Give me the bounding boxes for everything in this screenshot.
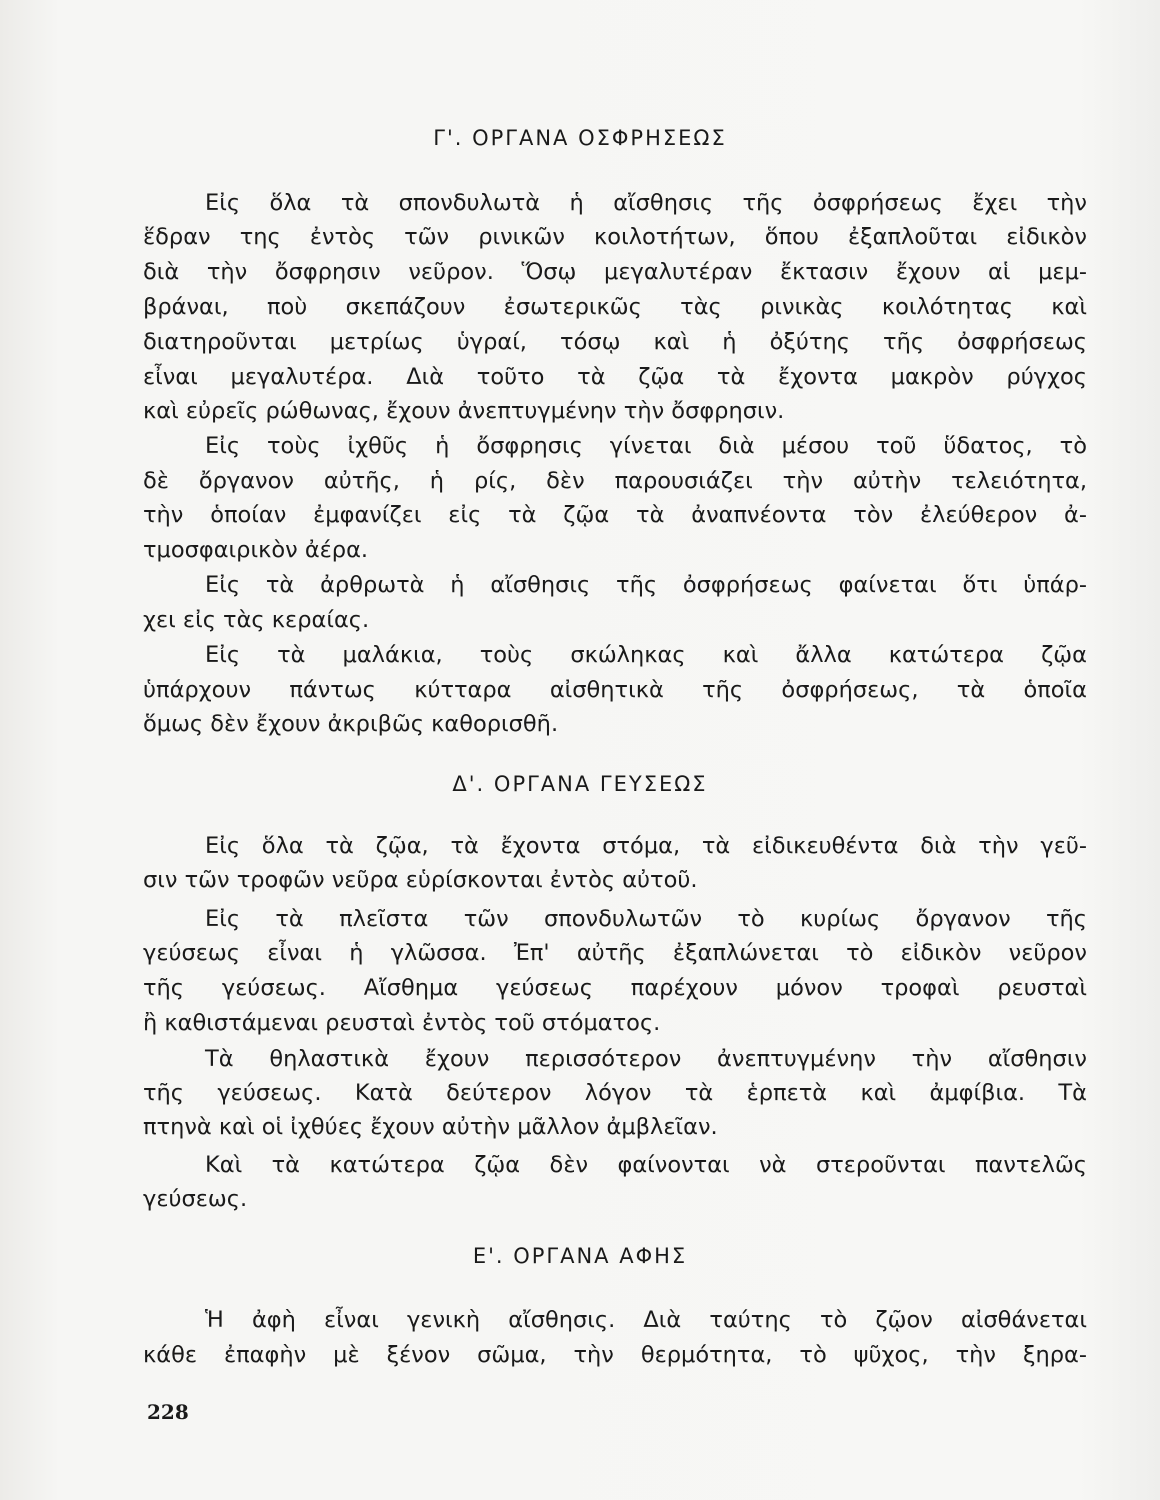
- paragraph-line: καὶ εὐρεῖς ρώθωνας, ἔχουν ἀνεπτυγμένην τὴν ὄσφρησιν.: [143, 398, 785, 424]
- paragraph-line: ἕδραν της ἐντὸς τῶν ρινικῶν κοιλοτήτων, ὅπου ἐξαπλοῦται εἰδικὸν: [143, 224, 1087, 250]
- page-number: 228: [147, 1400, 189, 1424]
- paragraph-line: Εἰς τὰ μαλάκια, τοὺς σκώληκας καὶ ἄλλα κατώτερα ζῷα: [205, 642, 1087, 668]
- paragraph-line: εἶναι μεγαλυτέρα. Διὰ τοῦτο τὰ ζῷα τὰ ἔχοντα μακρὸν ρύγχος: [143, 364, 1087, 390]
- paragraph-line: τὴν ὁποίαν ἐμφανίζει εἰς τὰ ζῷα τὰ ἀναπνέοντα τὸν ἐλεύθερον ἀ-: [143, 502, 1087, 528]
- paragraph-line: ὅμως δὲν ἔχουν ἀκριβῶς καθορισθῆ.: [143, 711, 559, 737]
- paragraph-line: διὰ τὴν ὄσφρησιν νεῦρον. Ὅσῳ μεγαλυτέραν ἔκτασιν ἔχουν αἱ μεμ-: [143, 259, 1087, 285]
- paragraph-line: κάθε ἐπαφὴν μὲ ξένον σῶμα, τὴν θερμότητα, τὸ ψῦχος, τὴν ξηρα-: [143, 1342, 1087, 1368]
- paragraph-line: ὑπάρχουν πάντως κύτταρα αἰσθητικὰ τῆς ὀσφρήσεως, τὰ ὁποῖα: [143, 677, 1087, 703]
- paragraph-line: Εἰς τὰ ἀρθρωτὰ ἡ αἴσθησις τῆς ὀσφρήσεως φαίνεται ὅτι ὑπάρ-: [205, 572, 1087, 598]
- paragraph-line: Ἡ ἀφὴ εἶναι γενικὴ αἴσθησις. Διὰ ταύτης τὸ ζῷον αἰσθάνεται: [205, 1307, 1087, 1333]
- paragraph-line: Εἰς τοὺς ἰχθῦς ἡ ὄσφρησις γίνεται διὰ μέσου τοῦ ὕδατος, τὸ: [205, 433, 1087, 459]
- paragraph-line: σιν τῶν τροφῶν νεῦρα εὑρίσκονται ἐντὸς αὐτοῦ.: [143, 867, 698, 893]
- paragraph-line: πτηνὰ καὶ οἱ ἰχθύες ἔχουν αὐτὴν μᾶλλον ἀμβλεῖαν.: [143, 1114, 718, 1140]
- section-heading-taste: Δ'. ΟΡΓΑΝΑ ΓΕΥΣΕΩΣ: [452, 772, 708, 796]
- paragraph-line: τμοσφαιρικὸν ἀέρα.: [143, 537, 369, 563]
- paragraph-line: διατηροῦνται μετρίως ὑγραί, τόσῳ καὶ ἡ ὀξύτης τῆς ὀσφρήσεως: [143, 329, 1087, 355]
- paragraph-line: γεύσεως.: [143, 1186, 248, 1212]
- paragraph-line: τῆς γεύσεως. Κατὰ δεύτερον λόγον τὰ ἑρπετὰ καὶ ἀμφίβια. Τὰ: [143, 1080, 1087, 1106]
- paragraph-line: βράναι, ποὺ σκεπάζουν ἐσωτερικῶς τὰς ρινικὰς κοιλότητας καὶ: [143, 294, 1087, 320]
- paragraph-line: Τὰ θηλαστικὰ ἔχουν περισσότερον ἀνεπτυγμένην τὴν αἴσθησιν: [205, 1046, 1087, 1072]
- paragraph-line: γεύσεως εἶναι ἡ γλῶσσα. Ἐπ' αὐτῆς ἐξαπλώνεται τὸ εἰδικὸν νεῦρον: [143, 940, 1087, 966]
- paragraph-line: δὲ ὄργανον αὐτῆς, ἡ ρίς, δὲν παρουσιάζει τὴν αὐτὴν τελειότητα,: [143, 468, 1087, 494]
- paragraph-line: ἢ καθιστάμεναι ρευσταὶ ἐντὸς τοῦ στόματος.: [143, 1010, 661, 1036]
- section-heading-olfaction: Γ'. ΟΡΓΑΝΑ ΟΣΦΡΗΣΕΩΣ: [433, 126, 727, 150]
- paragraph-line: χει εἰς τὰς κεραίας.: [143, 607, 370, 633]
- paragraph-line: Εἰς τὰ πλεῖστα τῶν σπονδυλωτῶν τὸ κυρίως ὄργανον τῆς: [205, 906, 1087, 932]
- paragraph-line: Εἰς ὅλα τὰ ζῷα, τὰ ἔχοντα στόμα, τὰ εἰδικευθέντα διὰ τὴν γεῦ-: [205, 833, 1087, 859]
- paragraph-line: Εἰς ὅλα τὰ σπονδυλωτὰ ἡ αἴσθησις τῆς ὀσφρήσεως ἔχει τὴν: [205, 190, 1087, 216]
- paragraph-line: Καὶ τὰ κατώτερα ζῷα δὲν φαίνονται νὰ στεροῦνται παντελῶς: [205, 1152, 1087, 1178]
- section-heading-touch: Ε'. ΟΡΓΑΝΑ ΑΦΗΣ: [472, 1244, 688, 1268]
- paragraph-line: τῆς γεύσεως. Αἴσθημα γεύσεως παρέχουν μόνον τροφαὶ ρευσταὶ: [143, 975, 1087, 1001]
